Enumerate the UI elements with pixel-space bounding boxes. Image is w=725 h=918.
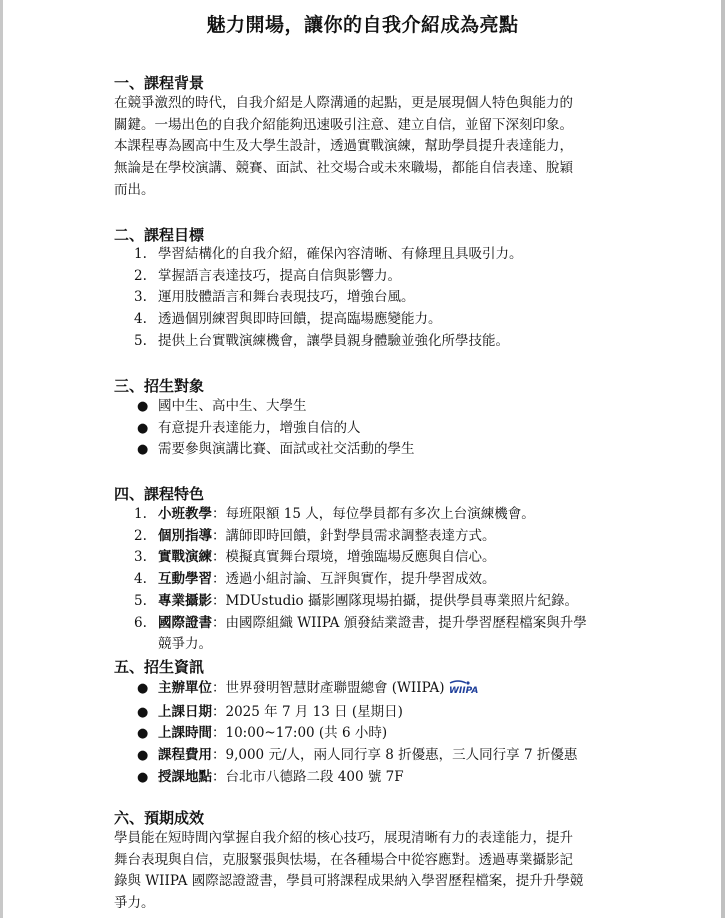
list-item: 5. 提供上台實戰演練機會，讓學員親身體驗並強化所學技能。 [134, 332, 509, 349]
list-item: 6. 國際證書：由國際組織 WIIPA 頒發結業證書，提升學習歷程檔案與升學 競爭力。 [134, 614, 587, 653]
section-outcomes-text [114, 828, 612, 915]
bullet-icon: ● [137, 748, 149, 764]
objectives-list [114, 244, 614, 353]
bullet-icon: ● [137, 420, 149, 436]
list-item: 3. 運用肢體語言和舞台表現技巧，增強台風。 [134, 289, 415, 306]
section-heading-background: 一、課程背景 [114, 74, 205, 92]
list-item: 1. 小班教學：每班限額 15 人，每位學員都有多次上台演練機會。 [134, 506, 535, 522]
list-item: 5. 專業攝影：MDUstudio 攝影團隊現場拍攝，提供學員專業照片紀錄。 [134, 592, 578, 609]
section-heading-enrollment: 五、招生資訊 [114, 658, 205, 676]
paragraph-line: 舞台表現與自信，克服緊張與怯場，在各種場合中從容應對。透過專業攝影記 [114, 851, 573, 868]
list-item: 1. 學習結構化的自我介紹，確保內容清晰、有條理且具吸引力。 [134, 246, 523, 262]
bullet-icon: ● [137, 442, 149, 458]
bullet-icon: ● [137, 399, 149, 414]
wiipa-logo-icon [448, 680, 478, 702]
bullet-icon: ● [137, 726, 149, 742]
list-item: 2. 個別指導：講師即時回饋，針對學員需求調整表達方式。 [134, 527, 496, 544]
section-heading-outcomes: 六、預期成效 [114, 809, 205, 827]
section-heading-objectives: 二、課程目標 [114, 226, 205, 244]
audience-list [114, 396, 614, 461]
list-item: 4. 透過個別練習與即時回饋，提高臨場應變能力。 [134, 311, 442, 328]
list-item: ● 上課日期：2025 年 7 月 13 日 (星期日) [114, 702, 614, 724]
list-item: 3. 實戰演練：模擬真實舞台環境，增強臨場反應與自信心。 [134, 549, 496, 566]
list-item: ● 課程費用：9,000 元/人，兩人同行享 8 折優惠，三人同行享 7 折優惠 [114, 745, 614, 767]
paragraph-line: 錄與 WIIPA 國際認證證書，學員可將課程成果納入學習歷程檔案，提升升學競 [114, 873, 584, 890]
features-list [114, 504, 614, 656]
bullet-icon: ● [137, 681, 149, 696]
svg-text:WIIPA: WIIPA [449, 686, 479, 694]
paragraph-line: 而出。 [114, 181, 155, 198]
bullet-icon: ● [137, 769, 149, 785]
section-heading-features: 四、課程特色 [114, 485, 205, 503]
enrollment-info-list [114, 678, 614, 789]
paragraph-line: 關鍵。一場出色的自我介紹能夠迅速吸引注意、建立自信，並留下深刻印象。 [114, 116, 573, 133]
section-heading-audience: 三、招生對象 [114, 377, 205, 395]
document-title: 魅力開場，讓你的自我介紹成為亮點 [206, 14, 519, 36]
list-item: 4. 互動學習：透過小組討論、互評與實作，提升學習成效。 [134, 571, 496, 588]
paragraph-line: 無論是在學校演講、競賽、面試、社交場合或未來職場，都能自信表達、脫穎 [114, 160, 573, 177]
paragraph-line: 爭力。 [114, 895, 155, 912]
paragraph-line: 在競爭激烈的時代，自我介紹是人際溝通的起點，更是展現個人特色與能力的 [114, 95, 573, 111]
list-item: ● 主辦單位：世界發明智慧財產聯盟總會 (WIIPA) WIIPA [114, 678, 614, 702]
list-item: ● 上課時間：10:00~17:00 (共 6 小時) [114, 723, 614, 745]
bullet-icon: ● [137, 704, 149, 720]
list-item: 2. 掌握語言表達技巧，提高自信與影響力。 [134, 267, 401, 284]
paragraph-line: 學員能在短時間內掌握自我介紹的核心技巧，展現清晰有力的表達能力，提升 [114, 830, 573, 846]
paragraph-line: 本課程專為國高中生及大學生設計，透過實戰演練，幫助學員提升表達能力， [114, 138, 573, 155]
list-item: ● 國中生、高中生、大學生 [114, 396, 614, 418]
list-item: ● 需要參與演講比賽、面試或社交活動的學生 [114, 439, 614, 461]
list-item: ● 授課地點：台北市八德路二段 400 號 7F [114, 767, 614, 789]
list-item: ● 有意提升表達能力，增強自信的人 [114, 418, 614, 440]
section-background-text [114, 93, 612, 202]
